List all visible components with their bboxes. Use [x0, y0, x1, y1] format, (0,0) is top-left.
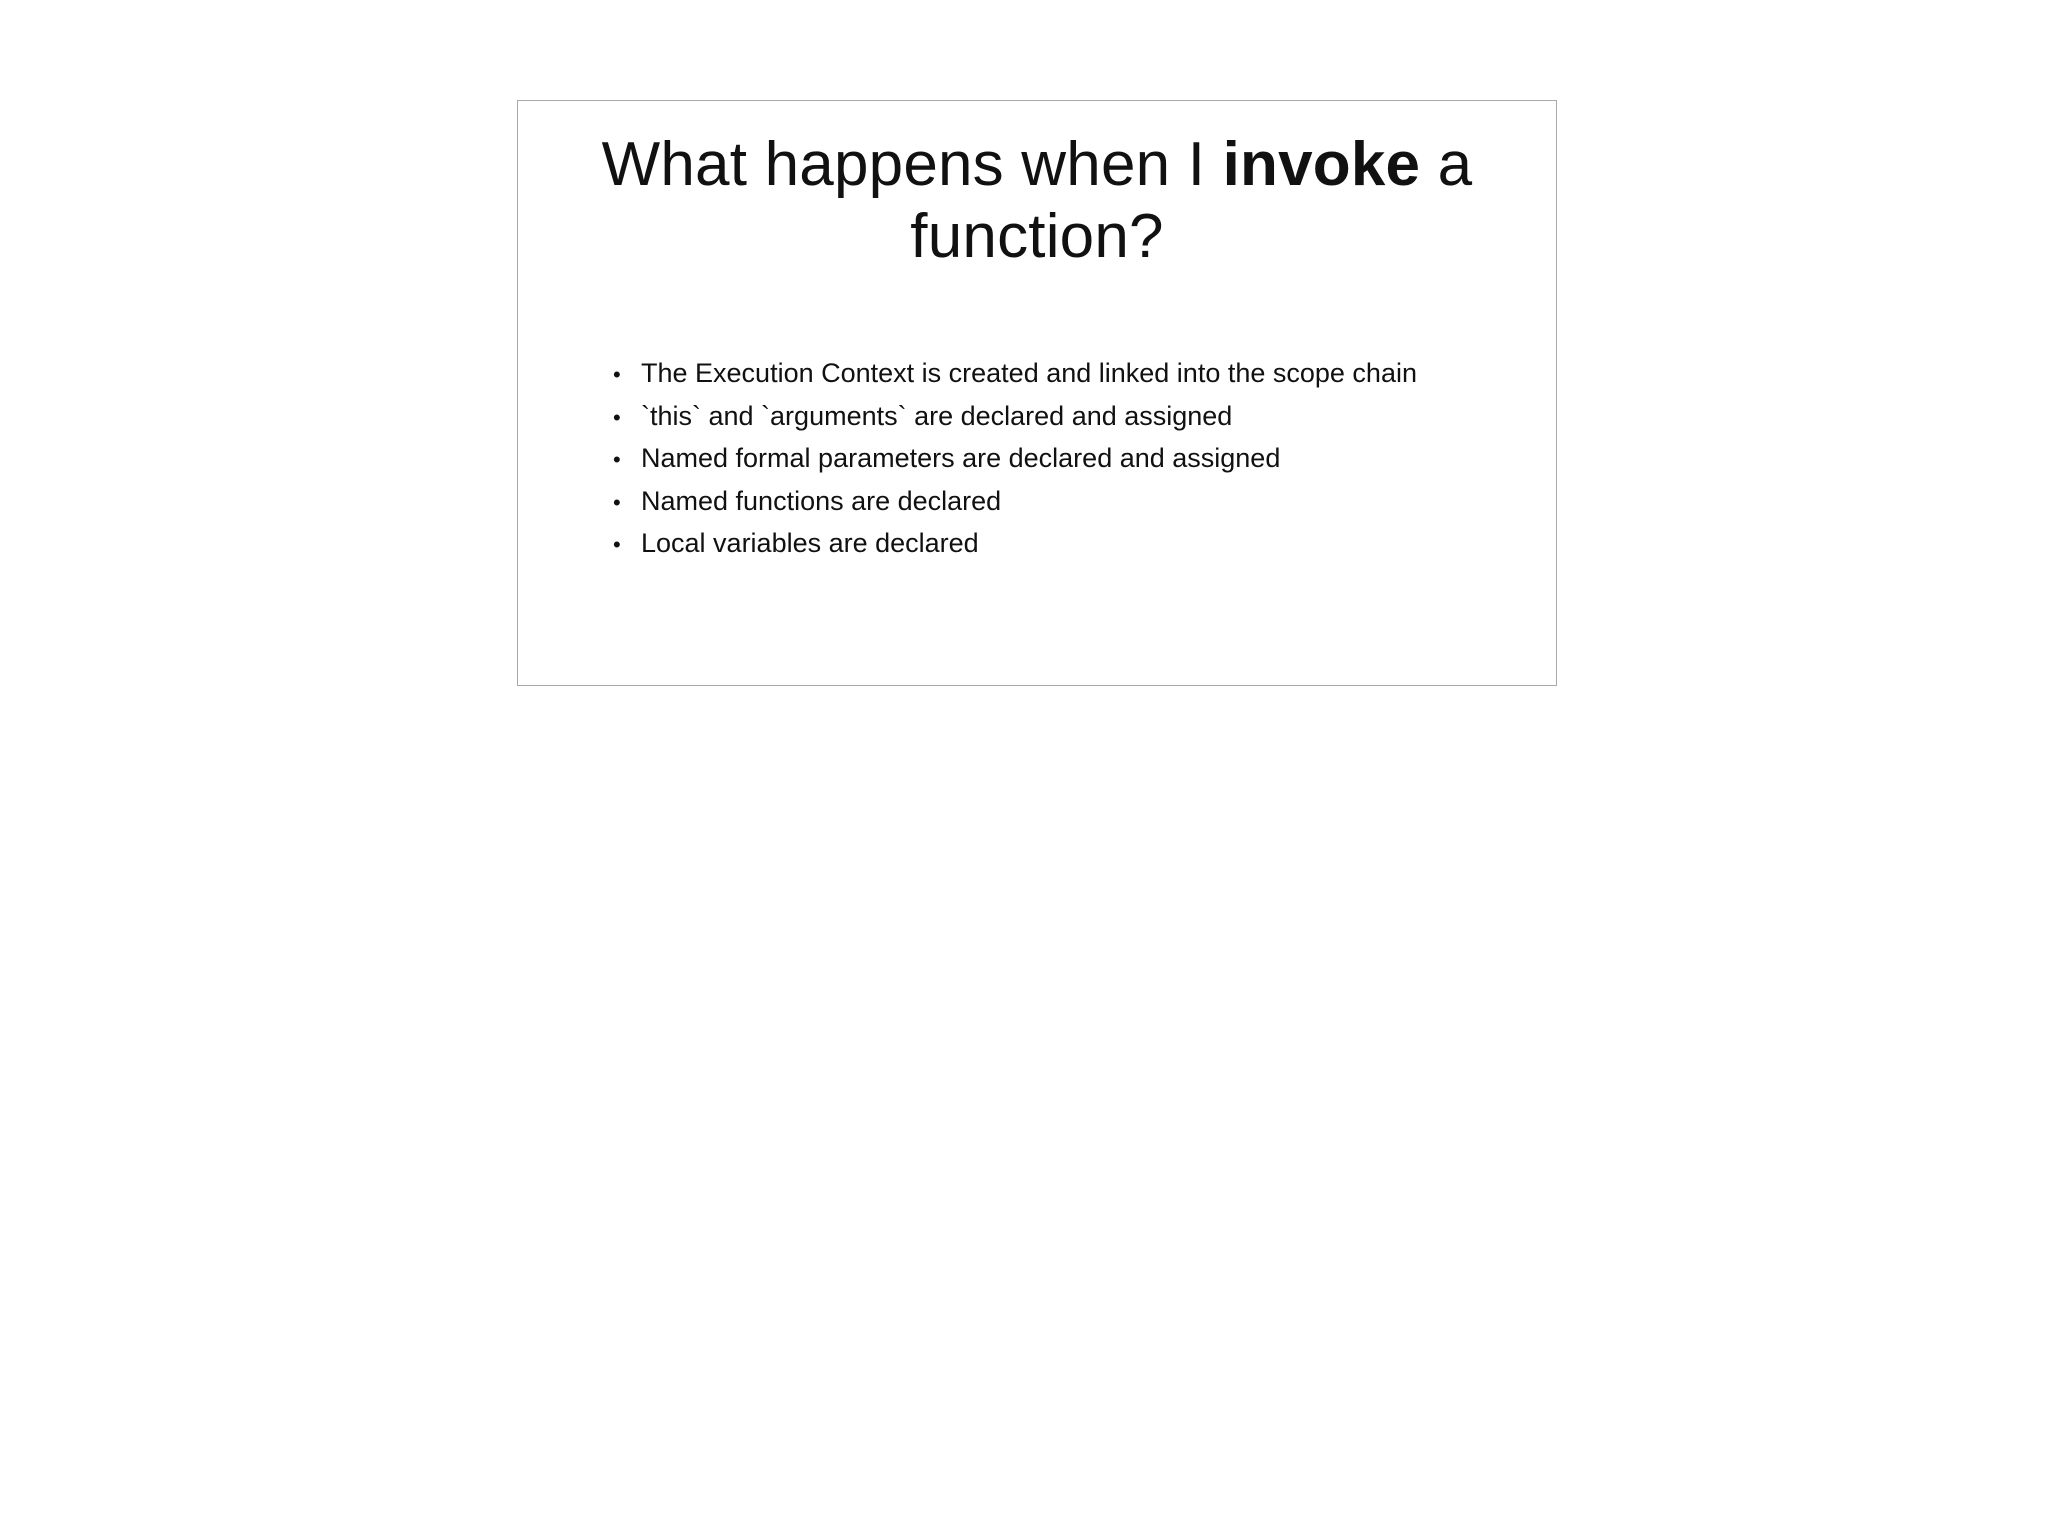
title-second-line: function? [910, 202, 1164, 271]
title-text-start: What happens when I [601, 130, 1223, 199]
bullet-item [613, 353, 1417, 396]
bullet-text: Named formal parameters are declared and assigned [641, 443, 1281, 473]
bullet-dot-icon: • [613, 362, 621, 387]
bullet-text: The Execution Context is created and linked into the scope chain [641, 358, 1417, 388]
bullet-list [613, 353, 1417, 566]
bullet-dot-icon: • [613, 404, 621, 430]
bullet-item [613, 481, 1417, 524]
bullet-text: Local variables are declared [641, 528, 979, 558]
bullet-item [613, 523, 1417, 566]
bullet-dot-icon: • [613, 489, 621, 515]
slide-frame [517, 100, 1557, 686]
slide-title [518, 129, 1556, 273]
bullet-dot-icon: • [613, 447, 621, 472]
bullet-item [613, 396, 1417, 439]
title-text-end: a [1420, 130, 1473, 199]
bullet-text: Named functions are declared [641, 485, 1002, 516]
bullet-dot-icon: • [613, 532, 621, 557]
bullet-item [613, 438, 1417, 481]
title-emphasis-invoke: invoke [1222, 130, 1421, 199]
bullet-text: `this` and `arguments` are declared and assigned [641, 400, 1233, 431]
